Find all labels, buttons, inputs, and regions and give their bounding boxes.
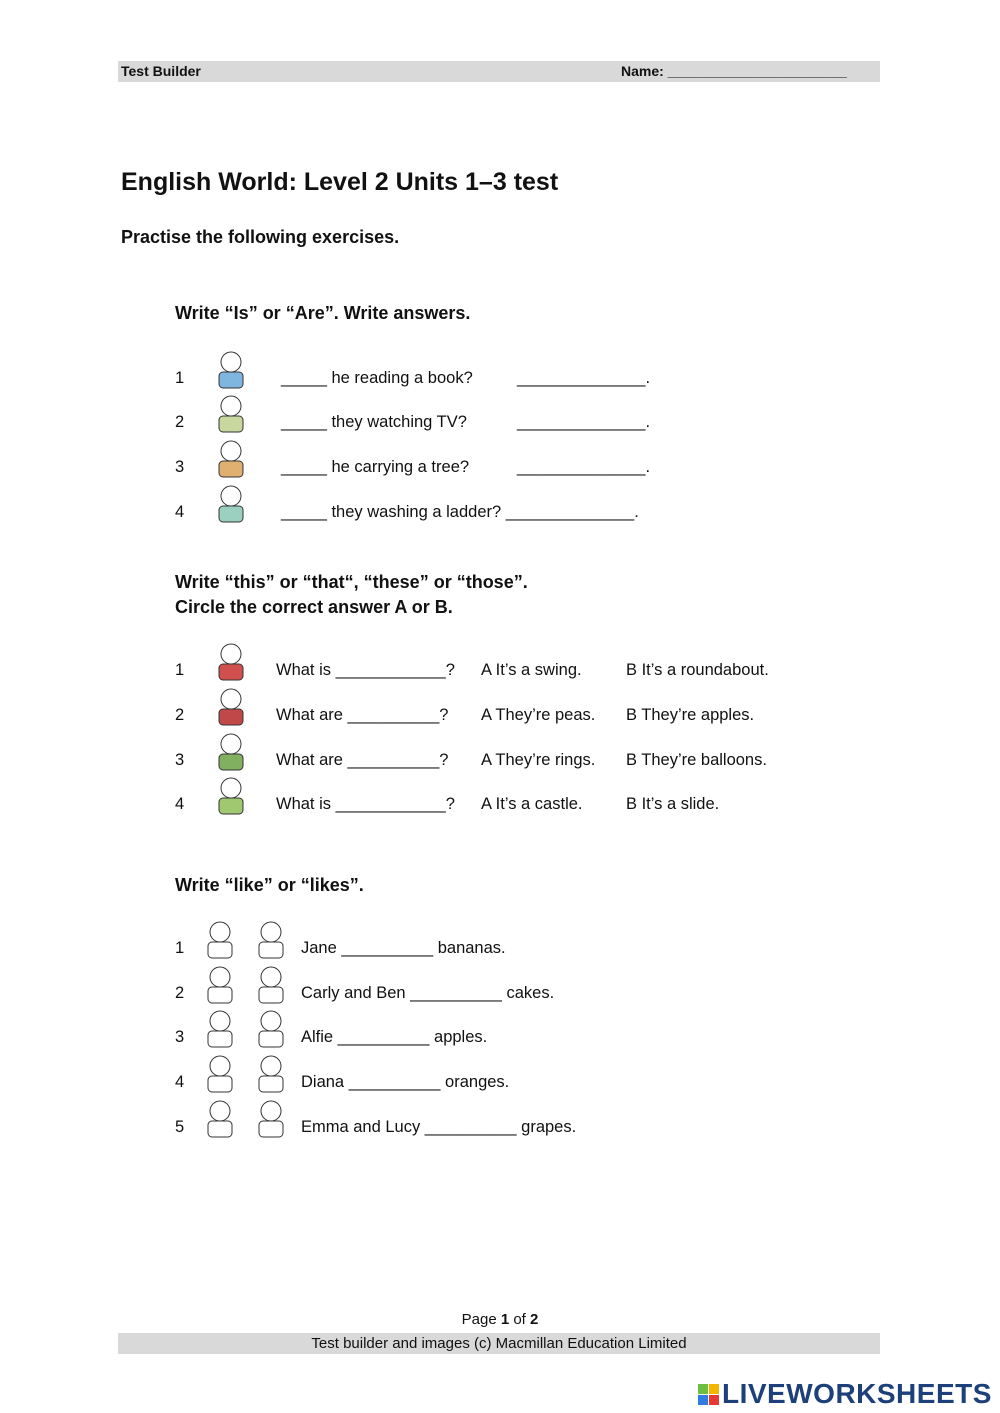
item-number: 3: [175, 751, 185, 769]
question[interactable]: _____ they watching TV?: [281, 413, 467, 431]
illustration-icon: [197, 390, 265, 441]
illustration-icon: [197, 480, 265, 531]
item-number: 3: [175, 1028, 185, 1046]
page-number: Page 1 of 2: [461, 1311, 539, 1328]
illustration-icon: [197, 435, 265, 486]
page-title: English World: Level 2 Units 1–3 test: [121, 168, 559, 196]
illustration-icon: [203, 772, 259, 823]
item-number: 5: [175, 1118, 185, 1136]
liveworksheets-logo: LIVEWORKSHEETS: [698, 1378, 992, 1410]
food-icon: [247, 1005, 295, 1056]
section2-instruction: Circle the correct answer A or B.: [175, 597, 453, 617]
option-a[interactable]: A They’re peas.: [481, 706, 596, 724]
sentence[interactable]: Diana __________ oranges.: [301, 1073, 510, 1091]
sentence[interactable]: Carly and Ben __________ cakes.: [301, 984, 555, 1002]
name-field[interactable]: Name: _______________________: [621, 63, 847, 79]
food-icon: [247, 916, 295, 967]
illustration-icon: [203, 683, 259, 734]
option-b[interactable]: B It’s a roundabout.: [626, 661, 769, 679]
person-icon: [197, 916, 243, 967]
item-number: 4: [175, 795, 185, 813]
answer-blank[interactable]: ______________.: [517, 458, 651, 476]
option-b[interactable]: B They’re apples.: [626, 706, 755, 724]
section3-heading: Write “like” or “likes”.: [175, 875, 364, 895]
option-a[interactable]: A It’s a swing.: [481, 661, 582, 679]
question[interactable]: _____ they washing a ladder? ______________.: [281, 503, 639, 521]
sentence[interactable]: Jane __________ bananas.: [301, 939, 506, 957]
logo-squares-icon: [698, 1384, 719, 1405]
option-a[interactable]: A It’s a castle.: [481, 795, 583, 813]
question[interactable]: What are __________?: [276, 751, 449, 769]
item-number: 4: [175, 503, 185, 521]
page-subtitle: Practise the following exercises.: [121, 227, 400, 247]
item-number: 2: [175, 706, 185, 724]
item-number: 1: [175, 369, 185, 387]
question[interactable]: What is ____________?: [276, 795, 455, 813]
copyright-bar: Test builder and images (c) Macmillan Education Limited: [118, 1333, 880, 1354]
option-a[interactable]: A They’re rings.: [481, 751, 596, 769]
answer-blank[interactable]: ______________.: [517, 369, 651, 387]
question[interactable]: _____ he reading a book?: [281, 369, 473, 387]
question[interactable]: What are __________?: [276, 706, 449, 724]
answer-blank[interactable]: ______________.: [517, 413, 651, 431]
item-number: 4: [175, 1073, 185, 1091]
sentence[interactable]: Emma and Lucy __________ grapes.: [301, 1118, 577, 1136]
food-icon: [247, 1095, 295, 1146]
page-header: [118, 61, 880, 82]
item-number: 1: [175, 939, 185, 957]
section1-heading: Write “Is” or “Are”. Write answers.: [175, 303, 471, 323]
option-b[interactable]: B It’s a slide.: [626, 795, 720, 813]
person-icon: [197, 1050, 243, 1101]
illustration-icon: [203, 638, 259, 689]
question[interactable]: _____ he carrying a tree?: [281, 458, 470, 476]
option-b[interactable]: B They’re balloons.: [626, 751, 767, 769]
sentence[interactable]: Alfie __________ apples.: [301, 1028, 488, 1046]
person-icon: [197, 1095, 243, 1146]
person-icon: [197, 1005, 243, 1056]
item-number: 1: [175, 661, 185, 679]
header-left: Test Builder: [121, 63, 201, 79]
food-icon: [247, 1050, 295, 1101]
item-number: 2: [175, 984, 185, 1002]
question[interactable]: What is ____________?: [276, 661, 455, 679]
section2-heading: Write “this” or “that“, “these” or “those”.: [175, 572, 528, 592]
item-number: 3: [175, 458, 185, 476]
item-number: 2: [175, 413, 185, 431]
